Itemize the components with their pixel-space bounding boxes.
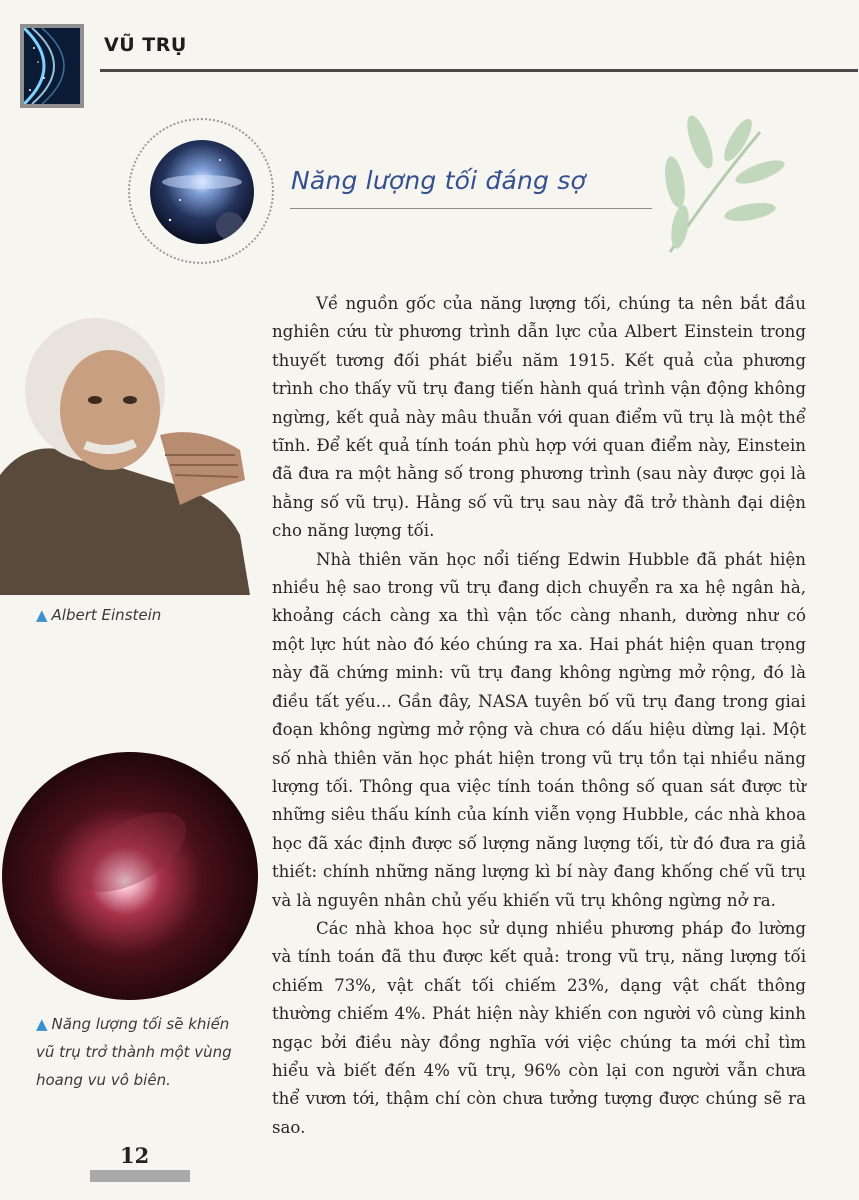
title-rule [290, 208, 652, 209]
header-title: VŨ TRỤ [104, 34, 187, 56]
dark-energy-nebula-image [2, 752, 258, 1000]
dark-energy-caption-text: Năng lượng tối sẽ khiến vũ trụ trở thành một vùng hoang vu vô biên. [36, 1015, 232, 1089]
section-title: Năng lượng tối đáng sợ [291, 166, 586, 195]
leaf-branch-icon [650, 112, 790, 262]
albert-einstein-photo [0, 305, 262, 595]
einstein-caption-text: Albert Einstein [51, 606, 162, 624]
paragraph: Các nhà khoa học sử dụng nhiều phương pháp đo lường và tính toán đã thu được kết quả: trong vũ trụ, năng lượng tối chiếm 73%, vật chất tối chiếm 23%, dạng vật chất thông thường chiếm 4%. Phát hiện này khiến con người vô cùng kinh ngạc bởi điều này đồng nghĩa với việc chúng ta mới chỉ tìm hiểu và biết đến 4% vũ trụ, 96% còn lại con người vẫn chưa thể vươn tới, thậm chí còn chưa tưởng tượng được chúng sẽ ra sao. [272, 918, 806, 1137]
page-number: 12 [120, 1143, 150, 1168]
article-body [272, 290, 806, 1142]
triangle-up-icon: ▲ [36, 606, 48, 624]
dark-energy-caption [36, 1010, 236, 1094]
galaxy-image [150, 140, 254, 244]
paragraph: Nhà thiên văn học nổi tiếng Edwin Hubble đã phát hiện nhiều hệ sao trong vũ trụ đang dịch chuyển ra xa hệ ngân hà, khoảng cách càng xa thì vận tốc càng nhanh, dường như có một lực hút nào đó kéo chúng ra xa. Hai phát hiện quan trọng này đã chứng minh: vũ trụ đang không ngừng mở rộng, đó là điều tất yếu... Gần đây, NASA tuyên bố vũ trụ đang trong giai đoạn không ngừng mở rộng và chưa có dấu hiệu dừng lại. Một số nhà thiên văn học phát hiện trong vũ trụ tồn tại nhiều năng lượng tối. Thông qua việc tính toán thông số quan sát được từ những siêu thấu kính của kính viễn vọng Hubble, các nhà khoa học đã xác định được số lượng năng lượng tối, từ đó đưa ra giả thiết: chính những năng lượng kì bí này đang khống chế vũ trụ và là nguyên nhân chủ yếu khiến vũ trụ không ngừng nở ra. [272, 549, 806, 910]
page-number-bar [90, 1170, 190, 1182]
header-corner-image [20, 24, 84, 108]
triangle-up-icon: ▲ [36, 1015, 48, 1033]
einstein-caption [36, 601, 256, 629]
header-rule [100, 69, 858, 72]
paragraph: Về nguồn gốc của năng lượng tối, chúng ta nên bắt đầu nghiên cứu từ phương trình dẫn lực của Albert Einstein trong thuyết tương đối phát biểu năm 1915. Kết quả của phương trình cho thấy vũ trụ đang tiến hành quá trình vận động không ngừng, kết quả này mâu thuẫn với quan điểm vũ trụ là một thể tĩnh. Để kết quả tính toán phù hợp với quan điểm này, Einstein đã đưa ra một hằng số trong phương trình (sau này được gọi là hằng số vũ trụ). Hằng số vũ trụ sau này đã trở thành đại diện cho năng lượng tối. [272, 294, 806, 541]
